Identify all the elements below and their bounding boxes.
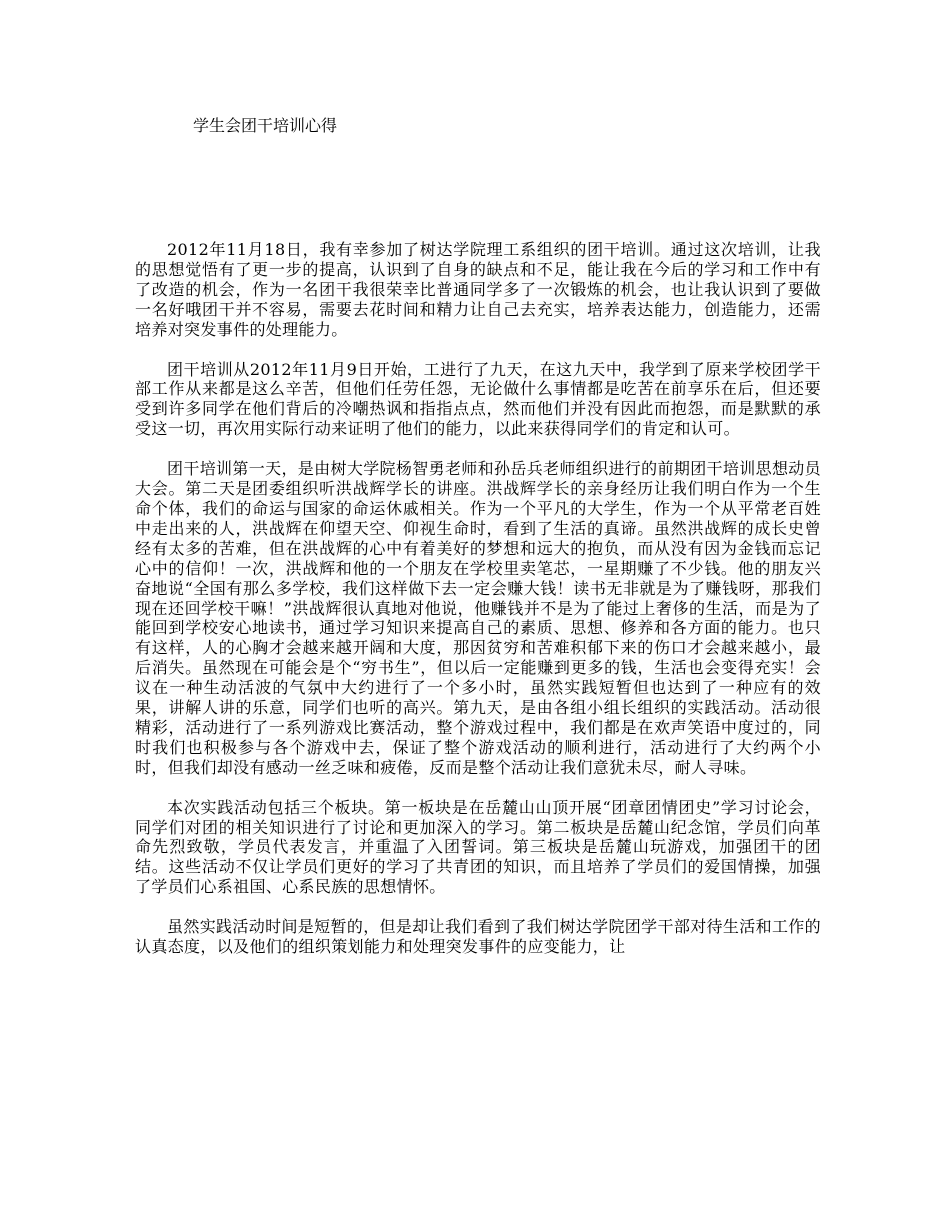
paragraph-conclusion: 虽然实践活动时间是短暂的，但是却让我们看到了我们树达学院团学干部对待生活和工作的认真态度，以及他们的组织策划能力和处理突发事件的应变能力，让 xyxy=(135,917,822,957)
document-title: 学生会团干培训心得 xyxy=(193,116,338,135)
paragraph-training-duration: 团干培训从2012年11月9日开始，工进行了九天，在这九天中，我学到了原来学校团学干部工作从来都是这么辛苦，但他们任劳任怨，无论做什么事情都是吃苦在前享乐在后，但还要受到许多同学在他们背后的冷嘲热讽和指指点点，然而他们并没有因此而抱怨，而是默默的承受这一切，再次用实际行动来证明了他们的能力，以此来获得同学们的肯定和认可。 xyxy=(135,359,821,439)
paragraph-training-intro: 2012年11月18日，我有幸参加了树达学院理工系组织的团干培训。通过这次培训，让我的思想觉悟有了更一步的提高，认识到了自身的缺点和不足，能让我在今后的学习和工作中有了改造的机会，作为一名团干我很荣幸比普通同学多了一次锻炼的机会，也让我认识到了要做一名好哦团干并不容易，需要去花时间和精力让自己去充实，培养表达能力，创造能力，还需培养对突发事件的处理能力。 xyxy=(135,240,821,339)
document-body xyxy=(135,240,821,977)
paragraph-practice-activities: 本次实践活动包括三个板块。第一板块是在岳麓山山顶开展“团章团情团史”学习讨论会，同学们对团的相关知识进行了讨论和更加深入的学习。第二板块是岳麓山纪念馆，学员们向革命先烈致敬，学员代表发言，并重温了入团誓词。第三板块是岳麓山玩游戏，加强团干的团结。这些活动不仅让学员们更好的学习了共青团的知识，而且培养了学员们的爱国情操，加强了学员们心系祖国、心系民族的思想情怀。 xyxy=(135,797,821,897)
paragraph-training-days: 团干培训第一天，是由树大学院杨智勇老师和孙岳兵老师组织进行的前期团干培训思想动员大会。第二天是团委组织听洪战辉学长的讲座。洪战辉学长的亲身经历让我们明白作为一个生命个体，我们的命运与国家的命运休戚相关。作为一个平凡的大学生，作为一个从平常老百姓中走出来的人，洪战辉在仰望天空、仰视生命时，看到了生活的真谛。虽然洪战辉的成长史曾经有太多的苦难，但在洪战辉的心中有着美好的梦想和远大的抱负，而从没有因为金钱而忘记心中的信仰！一次，洪战辉和他的一个朋友在学校里卖笔芯，一星期赚了不少钱。他的朋友兴奋地说“全国有那么多学校，我们这样做下去一定会赚大钱！读书无非就是为了赚钱呀，那我们现在还回学校干嘛！”洪战辉很认真地对他说，他赚钱并不是为了能过上奢侈的生活，而是为了能回到学校安心地读书，通过学习知识来提高自己的素质、思想、修养和各方面的能力。也只有这样，人的心胸才会越来越开阔和大度，那因贫穷和苦难积郁下来的伤口才会越来越小，最后消失。虽然现在可能会是个“穷书生”，但以后一定能赚到更多的钱，生活也会变得充实！会议在一种生动活波的气氛中大约进行了一个多小时，虽然实践短暂但也达到了一种应有的效果，讲解人讲的乐意，同学们也听的高兴。第九天，是由各组小组长组织的实践活动。活动很精彩，活动进行了一系列游戏比赛活动，整个游戏过程中，我们都是在欢声笑语中度过的，同时我们也积极参与各个游戏中去，保证了整个游戏活动的顺利进行，活动进行了大约两个小时，但我们却没有感动一丝乏味和疲倦，反而是整个活动让我们意犹未尽，耐人寻味。 xyxy=(135,459,822,777)
